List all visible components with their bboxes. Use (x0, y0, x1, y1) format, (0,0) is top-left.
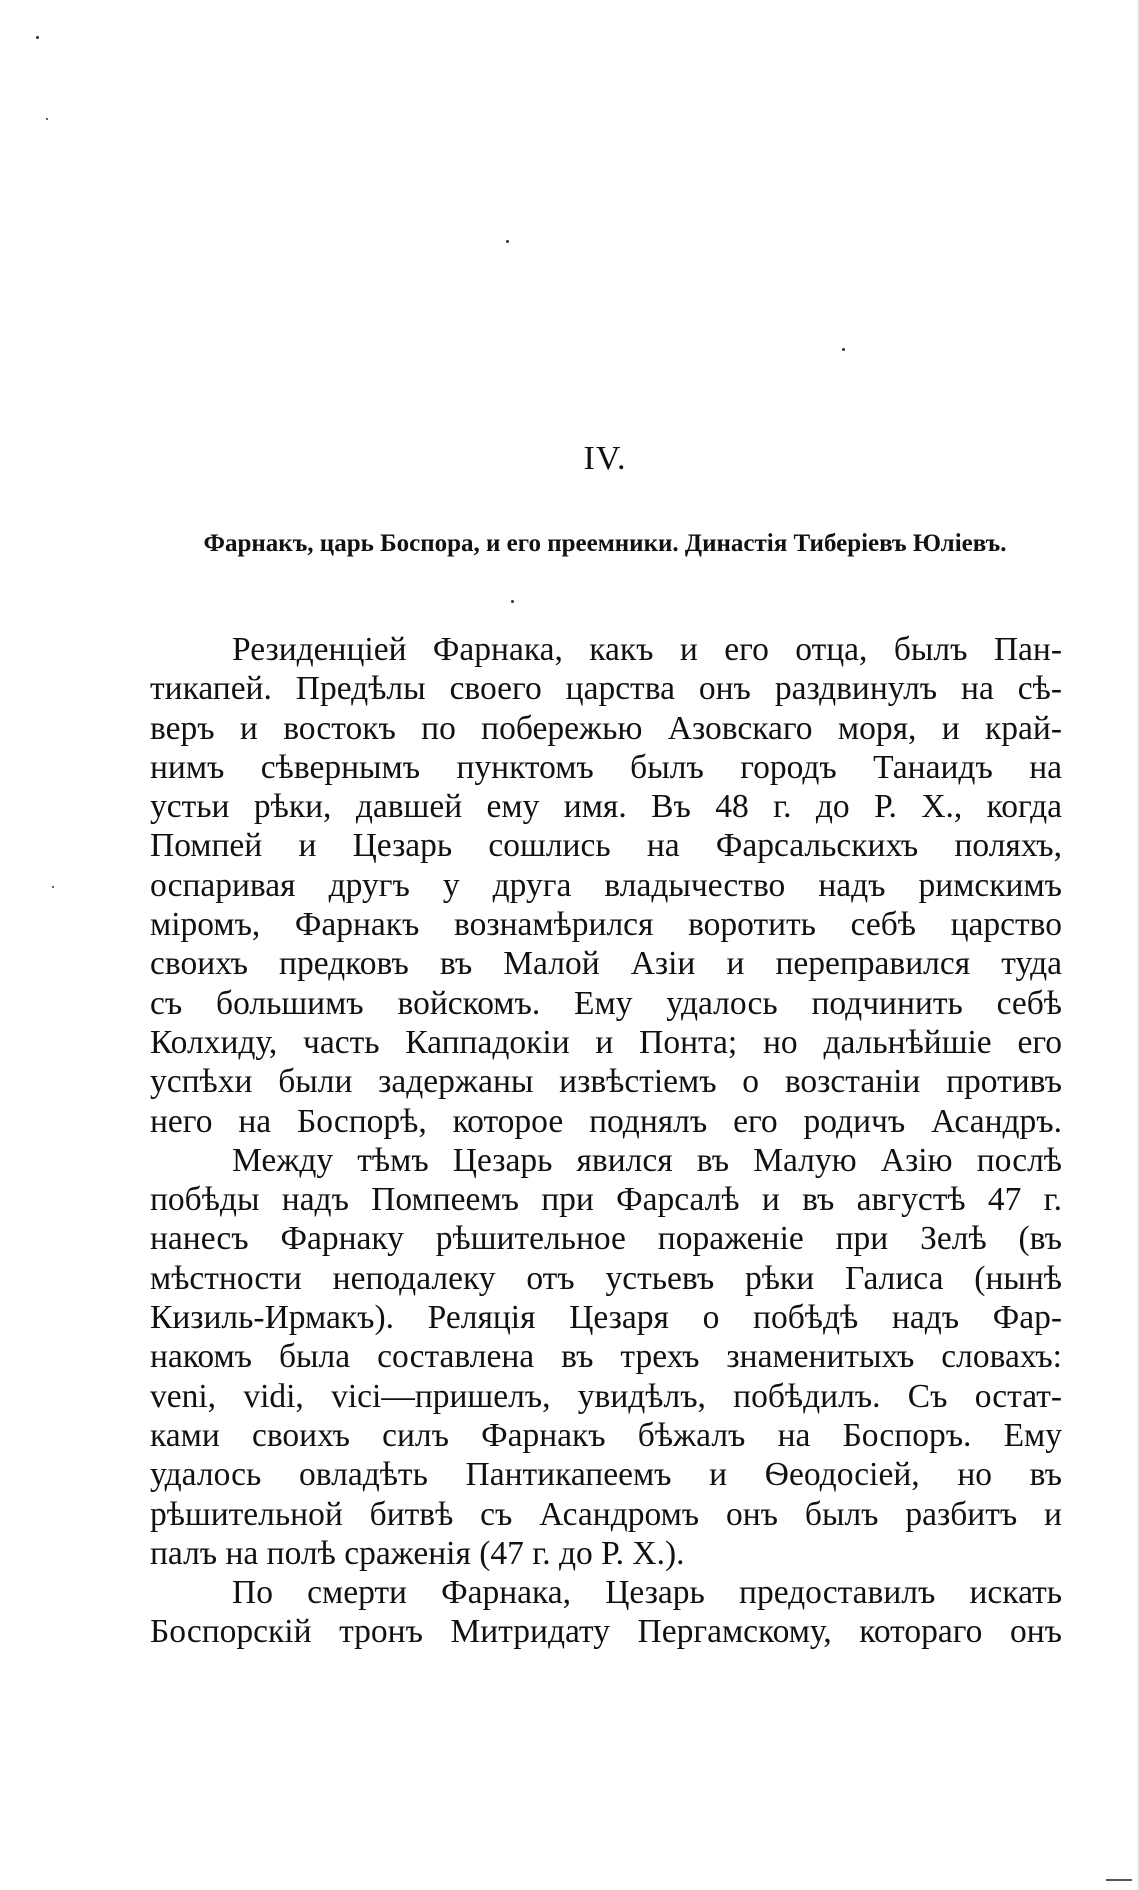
scan-speck (52, 886, 54, 888)
body-text (150, 630, 1062, 1652)
text-line: ками своихъ силъ Фарнакъ бѣжалъ на Боспоръ. Ему (150, 1416, 1062, 1454)
chapter-number: IV. (583, 440, 627, 477)
text-line: Помпей и Цезарь сошлись на Фарсальскихъ поляхъ, (150, 827, 1062, 865)
text-line: удалось овладѣть Пантикапеемъ и Ѳеодосіей, но въ (150, 1456, 1062, 1494)
text-line: Колхиду, часть Каппадокіи и Понта; но дальнѣйшіе его (150, 1023, 1062, 1061)
text-line: мѣстности неподалеку отъ устьевъ рѣки Галиса (нынѣ (150, 1259, 1062, 1297)
text-line: накомъ была составлена въ трехъ знаменитыхъ словахъ: (150, 1338, 1062, 1376)
text-line: тикапей. Предѣлы своего царства онъ раздвинулъ на сѣ- (150, 670, 1062, 708)
text-line: палъ на полѣ сраженія (47 г. до Р. Х.). (150, 1534, 685, 1572)
text-line: него на Боспорѣ, которое поднялъ его родичъ Асандръ. (150, 1102, 1062, 1140)
text-line: съ большимъ войскомъ. Ему удалось подчинить себѣ (150, 984, 1062, 1022)
text-line: веръ и востокъ по побережью Азовскаго моря, и край- (150, 709, 1062, 747)
text-line: міромъ, Фарнакъ вознамѣрился воротить себѣ царство (150, 906, 1062, 944)
scan-speck (46, 118, 48, 120)
scan-corner-mark (1106, 1879, 1132, 1884)
text-line: своихъ предковъ въ Малой Азіи и переправился туда (150, 945, 1062, 983)
scan-speck (36, 36, 39, 39)
scan-speck (506, 240, 509, 243)
text-line: побѣды надъ Помпеемъ при Фарсалѣ и въ августѣ 47 г. (150, 1181, 1062, 1219)
text-line: Кизиль-Ирмакъ). Реляція Цезаря о побѣдѣ надъ Фар- (150, 1299, 1062, 1337)
text-line: Резиденціей Фарнака, какъ и его отца, былъ Пан- (232, 631, 1062, 668)
text-line: нанесъ Фарнаку рѣшительное пораженіе при Зелѣ (въ (150, 1220, 1062, 1258)
text-line: устьи рѣки, давшей ему имя. Въ 48 г. до Р. Х., когда (150, 788, 1062, 826)
text-line: рѣшительной битвѣ съ Асандромъ онъ былъ разбитъ и (150, 1495, 1062, 1533)
text-line: Боспорскій тронъ Митридату Пергамскому, котораго онъ (150, 1613, 1062, 1651)
text-line: По смерти Фарнака, Цезарь предоставилъ искать (232, 1574, 1062, 1612)
scan-speck (842, 348, 845, 351)
scan-speck (511, 600, 514, 603)
text-line: Между тѣмъ Цезарь явился въ Малую Азію послѣ (232, 1141, 1062, 1179)
chapter-title: Фарнакъ, царь Боспора, и его преемники. Династія Тиберіевъ Юліевъ. (203, 530, 1007, 557)
text-line: veni, vidi, vici—пришелъ, увидѣлъ, побѣдилъ. Съ остат- (150, 1377, 1062, 1415)
text-line: оспаривая другъ у друга владычество надъ римскимъ (150, 866, 1062, 904)
text-line: успѣхи были задержаны извѣстіемъ о возстаніи противъ (150, 1063, 1062, 1101)
text-line: нимъ сѣвернымъ пунктомъ былъ городъ Танаидъ на (150, 748, 1062, 786)
